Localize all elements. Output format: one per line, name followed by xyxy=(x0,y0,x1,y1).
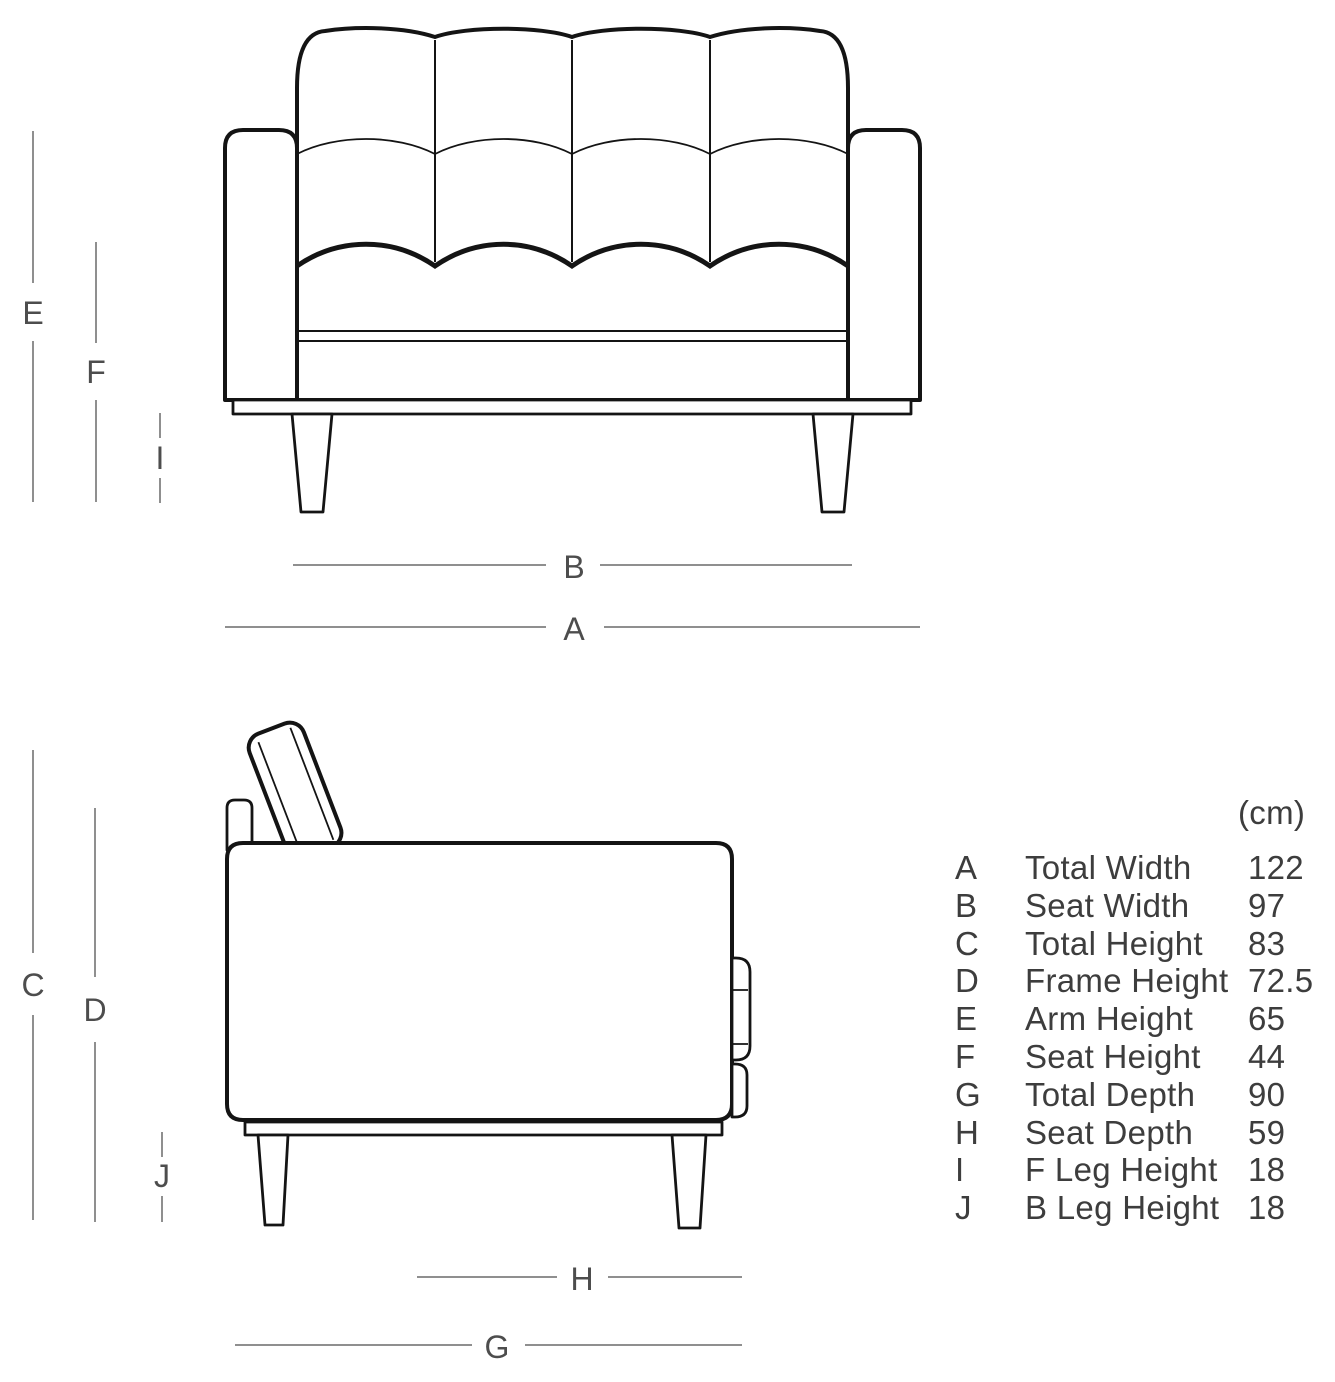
row-name: Frame Height xyxy=(1025,962,1229,1000)
side-leg-back xyxy=(672,1135,706,1228)
side-body xyxy=(227,843,732,1120)
front-arm-left xyxy=(225,130,297,400)
row-value: 18 xyxy=(1248,1189,1286,1227)
row-name: Seat Height xyxy=(1025,1037,1201,1075)
dim-label-i: I xyxy=(155,440,165,476)
row-name: Total Width xyxy=(1025,849,1192,886)
row-letter: A xyxy=(955,849,978,886)
table-row xyxy=(955,1076,1325,1114)
row-value: 72.5 xyxy=(1248,962,1314,1000)
row-letter: J xyxy=(955,1189,972,1227)
side-base-edge xyxy=(732,1064,747,1117)
dimension-table xyxy=(955,794,1325,1227)
row-value: 97 xyxy=(1248,886,1286,924)
row-name: Seat Width xyxy=(1025,886,1190,924)
dim-label-f: F xyxy=(86,354,106,390)
row-letter: F xyxy=(955,1037,976,1075)
row-value: 18 xyxy=(1248,1151,1286,1189)
row-value: 83 xyxy=(1248,924,1286,962)
row-name: Arm Height xyxy=(1025,1000,1194,1038)
front-leg-left xyxy=(292,414,332,512)
row-name: B Leg Height xyxy=(1025,1189,1220,1227)
row-letter: H xyxy=(955,1113,980,1151)
dim-label-e: E xyxy=(22,295,44,331)
row-letter: D xyxy=(955,962,980,1000)
row-letter: B xyxy=(955,886,978,924)
row-name: F Leg Height xyxy=(1025,1151,1218,1189)
row-letter: I xyxy=(955,1151,965,1189)
table-row xyxy=(955,962,1325,1000)
table-row xyxy=(955,1189,1325,1227)
table-row xyxy=(955,887,1325,925)
side-view-drawing xyxy=(227,718,750,1228)
row-value: 122 xyxy=(1248,849,1304,886)
front-arm-right xyxy=(848,130,920,400)
dim-label-d: D xyxy=(83,992,107,1028)
row-letter: E xyxy=(955,1000,978,1038)
table-row xyxy=(955,1038,1325,1076)
table-row xyxy=(955,1114,1325,1152)
dim-label-b: B xyxy=(563,549,585,585)
side-base-rail xyxy=(245,1122,722,1135)
table-row xyxy=(955,1000,1325,1038)
dim-label-h: H xyxy=(570,1261,594,1297)
front-base-rail xyxy=(233,400,911,414)
table-row xyxy=(955,1151,1325,1189)
unit-header: (cm) xyxy=(1238,794,1306,831)
row-value: 90 xyxy=(1248,1075,1286,1113)
side-back-cushion xyxy=(244,718,345,862)
row-name: Seat Depth xyxy=(1025,1113,1194,1151)
row-name: Total Height xyxy=(1025,924,1203,962)
dim-label-a: A xyxy=(563,611,585,647)
front-view-drawing xyxy=(225,28,920,512)
front-leg-right xyxy=(813,414,853,512)
dim-label-g: G xyxy=(484,1329,510,1365)
side-leg-front xyxy=(258,1135,288,1225)
dim-label-j: J xyxy=(154,1158,170,1194)
dim-label-c: C xyxy=(21,967,45,1003)
row-letter: C xyxy=(955,924,980,962)
row-name: Total Depth xyxy=(1025,1075,1196,1113)
table-row xyxy=(955,925,1325,963)
row-value: 44 xyxy=(1248,1037,1286,1075)
row-letter: G xyxy=(955,1075,981,1113)
row-value: 59 xyxy=(1248,1113,1286,1151)
table-row xyxy=(955,849,1325,887)
row-value: 65 xyxy=(1248,1000,1286,1038)
